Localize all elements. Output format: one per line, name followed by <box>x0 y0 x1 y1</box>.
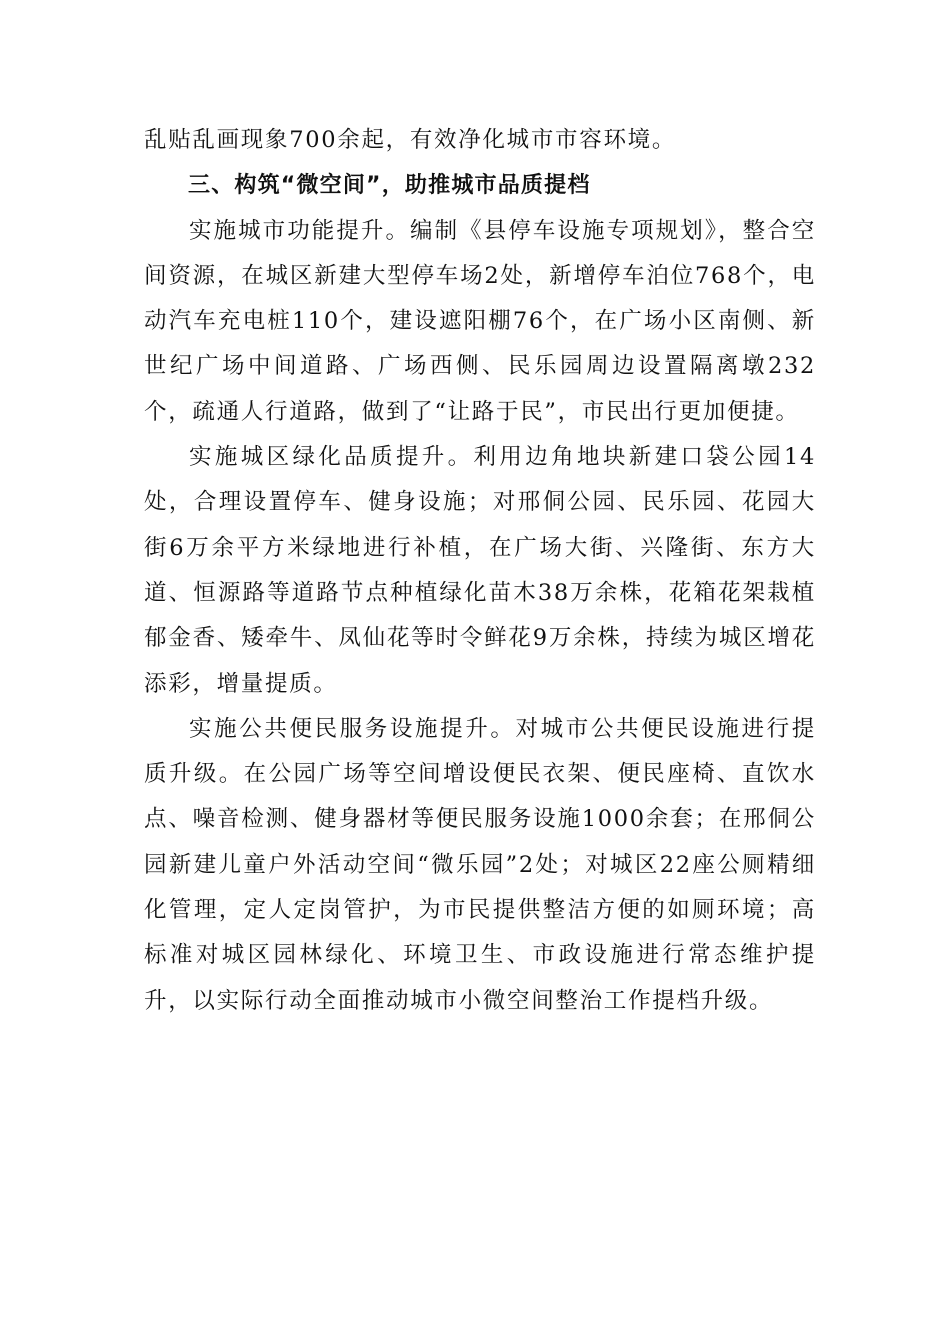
paragraph-greening: 实施城区绿化品质提升。利用边角地块新建口袋公园14处，合理设置停车、健身设施；对邢侗公园、民乐园、花园大街6万余平方米绿地进行补植，在广场大街、兴隆街、东方大道、恒源路等道路节点种植绿化苗木38万余株，花箱花架栽植郁金香、矮牵牛、凤仙花等时令鲜花9万余株，持续为城区增花添彩，增量提质。 <box>144 444 816 697</box>
continuation-paragraph: 乱贴乱画现象700余起，有效净化城市市容环境。 <box>144 127 677 153</box>
section-heading: 三、构筑“微空间”，助推城市品质提档 <box>188 173 591 199</box>
paragraph-public-facilities: 实施公共便民服务设施提升。对城市公共便民设施进行提质升级。在公园广场等空间增设便民衣架、便民座椅、直饮水点、噪音检测、健身器材等便民服务设施1000余套；在邢侗公园新建儿童户外活动空间“微乐园”2处；对城区22座公厕精细化管理，定人定岗管护，为市民提供整洁方便的如厕环境；高标准对城区园林绿化、环境卫生、市政设施进行常态维护提升，以实际行动全面推动城市小微空间整治工作提档升级。 <box>144 715 816 1014</box>
paragraph-city-function: 实施城市功能提升。编制《县停车设施专项规划》，整合空间资源，在城区新建大型停车场2处，新增停车泊位768个，电动汽车充电桩110个，建设遮阳棚76个，在广场小区南侧、新世纪广场中间道路、广场西侧、民乐园周边设置隔离墩232个，疏通人行道路，做到了“让路于民”，市民出行更加便捷。 <box>144 217 816 425</box>
document-body <box>144 118 816 1024</box>
